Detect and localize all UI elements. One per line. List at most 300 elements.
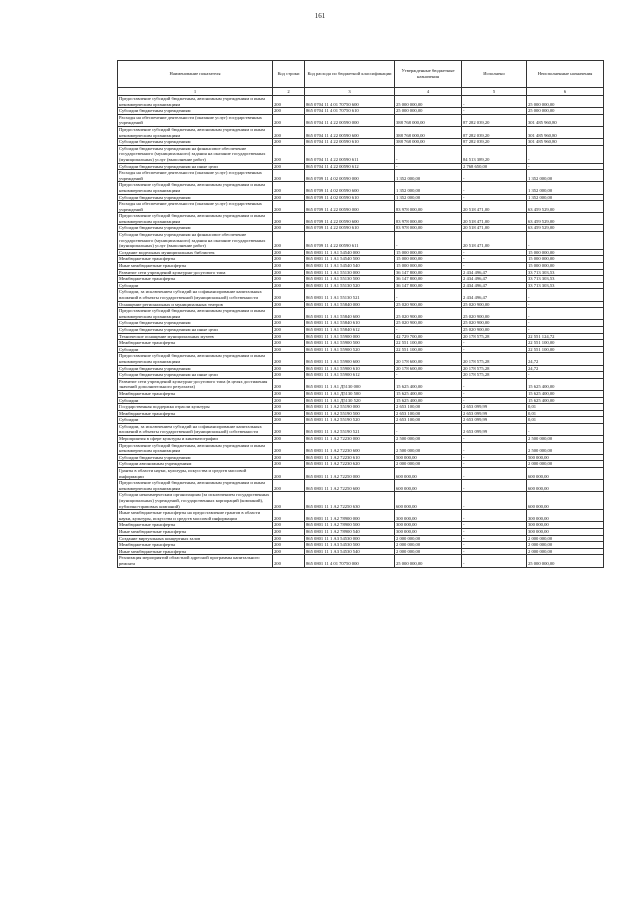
line-code-cell: 200 [273, 436, 305, 443]
table-row [118, 417, 604, 424]
unexecuted-amount-cell: 2 500 000,00 [527, 436, 604, 443]
approved-amount-cell: 2 500 000,00 [395, 436, 462, 443]
executed-amount-cell: - [462, 535, 527, 542]
approved-amount-cell: - [395, 163, 462, 170]
budget-code-cell: 865 0801 11 1 А1 55840 600 [305, 308, 395, 320]
executed-amount-cell: 20 518 471,00 [462, 213, 527, 225]
approved-amount-cell: 300 000,00 [395, 522, 462, 529]
budget-code-cell: 865 0801 11 1 А1 55130 500 [305, 276, 395, 283]
unexecuted-amount-cell: 25 000 000,00 [527, 96, 604, 108]
indicator-name-cell: Иные межбюджетные трансферты [118, 528, 273, 535]
line-code-cell: 200 [273, 410, 305, 417]
unexecuted-amount-cell: 300 000,00 [527, 522, 604, 529]
line-code-cell: 200 [273, 126, 305, 138]
line-code-cell: 200 [273, 232, 305, 250]
unexecuted-amount-cell: 2 000 000,00 [527, 535, 604, 542]
executed-amount-cell: 20 178 575,28 [462, 372, 527, 379]
executed-amount-cell: 25 020 900,00 [462, 301, 527, 308]
budget-code-cell: 865 0801 11 1 А1 55900 600 [305, 353, 395, 365]
approved-amount-cell: 388 768 000,00 [395, 126, 462, 138]
indicator-name-cell: Предоставление субсидий бюджетным, автономным учреждениям и иным некоммерческим организациям [118, 182, 273, 194]
executed-amount-cell: 2 653 099,99 [462, 417, 527, 424]
budget-code-cell: 865 0704 11 4 01 70750 600 [305, 96, 395, 108]
table-row [118, 326, 604, 333]
executed-amount-cell: - [462, 542, 527, 549]
indicator-name-cell: Субсидии [118, 397, 273, 404]
indicator-name-cell: Предоставление субсидий бюджетным, автономным учреждениям и иным некоммерческим организациям [118, 126, 273, 138]
line-code-cell: 200 [273, 170, 305, 182]
approved-amount-cell: 20 178 600,00 [395, 365, 462, 372]
unexecuted-amount-cell: 15 000 000,00 [527, 249, 604, 256]
approved-amount-cell: 22 551 100,00 [395, 340, 462, 347]
approved-amount-cell: 36 147 800,00 [395, 269, 462, 276]
line-code-cell: 200 [273, 249, 305, 256]
approved-amount-cell: 42 729 700,00 [395, 333, 462, 340]
indicator-name-cell: Предоставление субсидий бюджетным, автономным учреждениям и иным некоммерческим организациям [118, 96, 273, 108]
indicator-name-cell: Предоставление субсидий бюджетным, автономным учреждениям и иным некоммерческим организациям [118, 353, 273, 365]
indicator-name-cell: Предоставление субсидий бюджетным, автономным учреждениям и иным некоммерческим организациям [118, 480, 273, 492]
executed-amount-cell: 2 653 099,99 [462, 404, 527, 411]
table-row [118, 256, 604, 263]
budget-code-cell: 865 0704 11 4 01 70750 610 [305, 108, 395, 115]
executed-amount-cell: 2 434 496,47 [462, 282, 527, 289]
approved-amount-cell: 15 000 000,00 [395, 249, 462, 256]
budget-code-cell: 865 0704 11 4 22 00590 612 [305, 163, 395, 170]
table-row [118, 542, 604, 549]
approved-amount-cell: 25 020 900,00 [395, 308, 462, 320]
executed-amount-cell: 25 020 900,00 [462, 326, 527, 333]
unexecuted-amount-cell: 600 000,00 [527, 492, 604, 510]
unexecuted-amount-cell: 15 000 000,00 [527, 256, 604, 263]
line-code-cell: 200 [273, 423, 305, 435]
budget-code-cell: 865 0801 11 1 А2 78900 540 [305, 528, 395, 535]
column-number: 6 [527, 88, 604, 96]
line-code-cell: 200 [273, 263, 305, 270]
budget-code-cell: 865 0709 11 4 02 00590 600 [305, 182, 395, 194]
indicator-name-cell: Межбюджетные трансферты [118, 340, 273, 347]
unexecuted-amount-cell: 15 625 400,00 [527, 390, 604, 397]
executed-amount-cell: - [462, 468, 527, 480]
indicator-name-cell: Создание виртуальных концертных залов [118, 535, 273, 542]
header-line-code: Код строки [273, 61, 305, 88]
approved-amount-cell: 388 768 000,00 [395, 114, 462, 126]
unexecuted-amount-cell: - [527, 423, 604, 435]
approved-amount-cell: 25 000 000,00 [395, 555, 462, 567]
unexecuted-amount-cell: 2 000 000,00 [527, 548, 604, 555]
budget-code-cell: 865 0704 11 4 22 00590 600 [305, 126, 395, 138]
executed-amount-cell: - [462, 170, 527, 182]
budget-code-cell: 865 0801 11 1 А2 72230 610 [305, 454, 395, 461]
executed-amount-cell: 87 282 039,20 [462, 139, 527, 146]
line-code-cell: 200 [273, 269, 305, 276]
indicator-name-cell: Гранты в области науки, культуры, искусства и средств массовой информации [118, 468, 273, 480]
indicator-name-cell: Предоставление субсидий бюджетным, автономным учреждениям и иным некоммерческим организациям [118, 442, 273, 454]
column-number: 3 [305, 88, 395, 96]
approved-amount-cell: 25 020 900,00 [395, 320, 462, 327]
table-row [118, 232, 604, 250]
approved-amount-cell: 1 352 000,00 [395, 182, 462, 194]
indicator-name-cell: Субсидии бюджетным учреждениям [118, 139, 273, 146]
table-row [118, 372, 604, 379]
budget-code-cell: 865 0801 11 1 А3 54530 540 [305, 548, 395, 555]
budget-code-cell: 865 0801 11 1 А2 72250 600 [305, 480, 395, 492]
executed-amount-cell: 2 768 650,00 [462, 163, 527, 170]
budget-code-cell: 865 0801 11 1 А2 72230 620 [305, 461, 395, 468]
line-code-cell: 200 [273, 353, 305, 365]
header-executed: Исполнено [462, 61, 527, 88]
table-row [118, 404, 604, 411]
line-code-cell: 200 [273, 510, 305, 522]
budget-code-cell: 865 0801 11 1 А1 55900 612 [305, 372, 395, 379]
budget-code-cell: 865 0801 11 1 А3 54530 500 [305, 542, 395, 549]
line-code-cell: 200 [273, 308, 305, 320]
line-code-cell: 200 [273, 365, 305, 372]
approved-amount-cell: 600 000,00 [395, 492, 462, 510]
table-row [118, 249, 604, 256]
unexecuted-amount-cell: 301 485 960,80 [527, 126, 604, 138]
unexecuted-amount-cell: - [527, 308, 604, 320]
budget-code-cell: 865 0801 11 1 А1 55900 520 [305, 346, 395, 353]
table-row [118, 397, 604, 404]
executed-amount-cell: - [462, 454, 527, 461]
unexecuted-amount-cell: - [527, 232, 604, 250]
line-code-cell: 200 [273, 139, 305, 146]
table-row [118, 423, 604, 435]
line-code-cell: 200 [273, 256, 305, 263]
budget-code-cell: 865 0704 11 4 22 00590 611 [305, 145, 395, 163]
unexecuted-amount-cell: 1 352 000,00 [527, 170, 604, 182]
line-code-cell: 200 [273, 326, 305, 333]
table-row [118, 108, 604, 115]
approved-amount-cell: - [395, 326, 462, 333]
line-code-cell: 200 [273, 461, 305, 468]
approved-amount-cell: 20 178 600,00 [395, 353, 462, 365]
line-code-cell: 200 [273, 225, 305, 232]
table-row [118, 353, 604, 365]
executed-amount-cell: - [462, 555, 527, 567]
unexecuted-amount-cell: 2 500 000,00 [527, 442, 604, 454]
line-code-cell: 200 [273, 528, 305, 535]
unexecuted-amount-cell: 24,72 [527, 365, 604, 372]
approved-amount-cell: 2 500 000,00 [395, 442, 462, 454]
unexecuted-amount-cell: - [527, 320, 604, 327]
approved-amount-cell: - [395, 423, 462, 435]
approved-amount-cell: 25 000 000,00 [395, 96, 462, 108]
table-row [118, 276, 604, 283]
table-row [118, 126, 604, 138]
line-code-cell: 200 [273, 333, 305, 340]
table-row [118, 333, 604, 340]
line-code-cell: 200 [273, 442, 305, 454]
table-row [118, 390, 604, 397]
unexecuted-amount-cell: 0,01 [527, 410, 604, 417]
line-code-cell: 200 [273, 163, 305, 170]
approved-amount-cell: 83 978 000,00 [395, 225, 462, 232]
budget-code-cell: 865 0801 11 1 А2 55190 000 [305, 404, 395, 411]
executed-amount-cell: - [462, 397, 527, 404]
indicator-name-cell: Субсидии бюджетным учреждениям на финансовое обеспечение государственного (муниципального) задания на оказание государственных (муниципальных) услуг (выполнение работ) [118, 145, 273, 163]
unexecuted-amount-cell: 33 713 303,53 [527, 282, 604, 289]
indicator-name-cell: Межбюджетные трансферты [118, 410, 273, 417]
indicator-name-cell: Иные межбюджетные трансферты [118, 263, 273, 270]
budget-code-cell: 865 0801 11 1 А1 55840 610 [305, 320, 395, 327]
executed-amount-cell: - [462, 182, 527, 194]
budget-code-cell: 865 0801 11 1 А1 55900 610 [305, 365, 395, 372]
unexecuted-amount-cell: 300 000,00 [527, 510, 604, 522]
table-row [118, 225, 604, 232]
executed-amount-cell: 20 518 471,00 [462, 232, 527, 250]
line-code-cell: 200 [273, 145, 305, 163]
unexecuted-amount-cell: 1 352 000,00 [527, 182, 604, 194]
approved-amount-cell: 1 352 000,00 [395, 194, 462, 201]
table-row [118, 410, 604, 417]
approved-amount-cell: 600 000,00 [395, 468, 462, 480]
budget-code-cell: 865 0801 11 1 А1 54540 540 [305, 263, 395, 270]
indicator-name-cell: Оснащение региональных и муниципальных театров [118, 301, 273, 308]
line-code-cell: 200 [273, 346, 305, 353]
unexecuted-amount-cell: 15 625 400,00 [527, 378, 604, 390]
unexecuted-amount-cell: - [527, 163, 604, 170]
approved-amount-cell: 15 000 000,00 [395, 256, 462, 263]
approved-amount-cell: - [395, 289, 462, 301]
executed-amount-cell: - [462, 340, 527, 347]
table-row [118, 346, 604, 353]
indicator-name-cell: Субсидии бюджетным учреждениям [118, 365, 273, 372]
table-row [118, 522, 604, 529]
indicator-name-cell: Субсидии [118, 346, 273, 353]
indicator-name-cell: Субсидии автономным учреждениям [118, 461, 273, 468]
table-row [118, 170, 604, 182]
budget-code-cell: 865 0704 11 4 22 00590 610 [305, 139, 395, 146]
executed-amount-cell: 20 178 575,28 [462, 365, 527, 372]
approved-amount-cell: 300 000,00 [395, 510, 462, 522]
line-code-cell: 200 [273, 548, 305, 555]
table-row [118, 139, 604, 146]
line-code-cell: 200 [273, 378, 305, 390]
line-code-cell: 200 [273, 372, 305, 379]
table-row [118, 263, 604, 270]
executed-amount-cell: 20 178 575,28 [462, 353, 527, 365]
budget-code-cell: 865 0801 11 1 А1 55900 000 [305, 333, 395, 340]
approved-amount-cell: 15 625 400,00 [395, 397, 462, 404]
table-row [118, 282, 604, 289]
line-code-cell: 200 [273, 480, 305, 492]
executed-amount-cell: - [462, 378, 527, 390]
unexecuted-amount-cell: 33 713 303,53 [527, 269, 604, 276]
budget-code-cell: 865 0709 11 4 02 00590 610 [305, 194, 395, 201]
budget-code-cell: 865 0801 11 1 А1 55130 000 [305, 269, 395, 276]
table-row [118, 461, 604, 468]
line-code-cell: 200 [273, 492, 305, 510]
executed-amount-cell: - [462, 249, 527, 256]
table-row [118, 289, 604, 301]
line-code-cell: 200 [273, 276, 305, 283]
budget-code-cell: 865 0801 11 1 А1 Д5130 000 [305, 378, 395, 390]
indicator-name-cell: Субсидии, за исключением субсидий на софинансирование капитальных вложений в объекты государственной (муниципальной) собственности [118, 289, 273, 301]
executed-amount-cell: - [462, 346, 527, 353]
approved-amount-cell: 25 000 000,00 [395, 108, 462, 115]
executed-amount-cell: 20 518 471,00 [462, 225, 527, 232]
table-row [118, 308, 604, 320]
unexecuted-amount-cell: 63 459 529,00 [527, 225, 604, 232]
indicator-name-cell: Межбюджетные трансферты [118, 390, 273, 397]
budget-code-cell: 865 0801 11 1 А3 54530 000 [305, 535, 395, 542]
executed-amount-cell: - [462, 528, 527, 535]
budget-code-cell: 865 0801 11 1 А2 55190 521 [305, 423, 395, 435]
indicator-name-cell: Субсидии, за исключением субсидий на софинансирование капитальных вложений в объекты государственной (муниципальной) собственности [118, 423, 273, 435]
line-code-cell: 200 [273, 417, 305, 424]
approved-amount-cell: 600 000,00 [395, 480, 462, 492]
executed-amount-cell: 2 434 496,47 [462, 269, 527, 276]
unexecuted-amount-cell: 25 000 000,00 [527, 555, 604, 567]
table-row [118, 194, 604, 201]
approved-amount-cell: 2 653 100,00 [395, 404, 462, 411]
unexecuted-amount-cell: 301 485 960,80 [527, 114, 604, 126]
approved-amount-cell: 2 653 100,00 [395, 417, 462, 424]
header-indicator-name: Наименование показателя [118, 61, 273, 88]
budget-code-cell: 865 0801 11 1 А2 78900 000 [305, 510, 395, 522]
table-row [118, 213, 604, 225]
table-row [118, 480, 604, 492]
table-row [118, 320, 604, 327]
approved-amount-cell: 36 147 800,00 [395, 282, 462, 289]
unexecuted-amount-cell: 15 625 400,00 [527, 397, 604, 404]
unexecuted-amount-cell: 1 352 000,00 [527, 194, 604, 201]
executed-amount-cell: - [462, 522, 527, 529]
table-row [118, 365, 604, 372]
budget-code-cell: 865 0801 11 1 А1 55840 612 [305, 326, 395, 333]
indicator-name-cell: Создание модельных муниципальных библиотек [118, 249, 273, 256]
table-row [118, 454, 604, 461]
budget-execution-table [117, 60, 604, 568]
budget-code-cell: 865 0801 11 1 А2 72250 630 [305, 492, 395, 510]
unexecuted-amount-cell: 24,72 [527, 353, 604, 365]
header-unexecuted: Неисполненные назначения [527, 61, 604, 88]
table-row [118, 96, 604, 108]
executed-amount-cell: 87 282 039,20 [462, 126, 527, 138]
line-code-cell: 200 [273, 535, 305, 542]
line-code-cell: 200 [273, 301, 305, 308]
approved-amount-cell: 83 978 000,00 [395, 213, 462, 225]
column-number: 5 [462, 88, 527, 96]
column-number: 2 [273, 88, 305, 96]
indicator-name-cell: Иные межбюджетные трансферты на предоставление грантов в области науки, культуры, искусства и средств массовой информации [118, 510, 273, 522]
indicator-name-cell: Развитие сети учреждений культурно-досугового типа (в целях достижения значений дополнительного результата) [118, 378, 273, 390]
approved-amount-cell: 22 551 100,00 [395, 346, 462, 353]
indicator-name-cell: Субсидии [118, 417, 273, 424]
indicator-name-cell: Мероприятия в сфере культуры и кинематографии [118, 436, 273, 443]
budget-code-cell: 865 0801 11 1 А1 54540 500 [305, 256, 395, 263]
line-code-cell: 200 [273, 108, 305, 115]
indicator-name-cell: Государственная поддержка отрасли культуры [118, 404, 273, 411]
unexecuted-amount-cell: 63 459 529,00 [527, 201, 604, 213]
line-code-cell: 200 [273, 542, 305, 549]
budget-code-cell: 865 0709 11 4 22 00590 000 [305, 201, 395, 213]
budget-code-cell: 865 0801 11 1 А2 55190 500 [305, 410, 395, 417]
indicator-name-cell: Субсидии бюджетным учреждениям [118, 225, 273, 232]
unexecuted-amount-cell: 25 000 000,00 [527, 108, 604, 115]
approved-amount-cell: - [395, 232, 462, 250]
budget-code-cell: 865 0709 11 4 22 00590 600 [305, 213, 395, 225]
indicator-name-cell: Субсидии бюджетным учреждениям на иные цели [118, 326, 273, 333]
line-code-cell: 200 [273, 397, 305, 404]
line-code-cell: 200 [273, 194, 305, 201]
unexecuted-amount-cell: 22 551 124,72 [527, 333, 604, 340]
unexecuted-amount-cell: - [527, 372, 604, 379]
header-row [118, 61, 604, 88]
budget-code-cell: 865 0801 11 1 А1 Д5130 500 [305, 390, 395, 397]
executed-amount-cell: - [462, 390, 527, 397]
indicator-name-cell: Субсидии бюджетным учреждениям [118, 194, 273, 201]
unexecuted-amount-cell: - [527, 301, 604, 308]
indicator-name-cell: Расходы на обеспечение деятельности (оказание услуг) государственных учреждений [118, 201, 273, 213]
executed-amount-cell: 20 518 471,00 [462, 201, 527, 213]
table-row [118, 201, 604, 213]
line-code-cell: 200 [273, 522, 305, 529]
budget-code-cell: 865 0801 11 1 А2 72230 000 [305, 436, 395, 443]
budget-code-cell: 865 0709 11 4 22 00590 611 [305, 232, 395, 250]
column-number: 4 [395, 88, 462, 96]
table-row [118, 535, 604, 542]
table-row [118, 528, 604, 535]
indicator-name-cell: Иные межбюджетные трансферты [118, 548, 273, 555]
budget-code-cell: 865 0801 11 1 А1 55130 520 [305, 282, 395, 289]
approved-amount-cell: 2 000 000,00 [395, 548, 462, 555]
table-row [118, 436, 604, 443]
executed-amount-cell: 2 653 099,99 [462, 423, 527, 435]
unexecuted-amount-cell: 0,01 [527, 404, 604, 411]
line-code-cell: 200 [273, 404, 305, 411]
budget-code-cell: 865 0801 11 1 А2 72250 000 [305, 468, 395, 480]
unexecuted-amount-cell: 300 000,00 [527, 528, 604, 535]
indicator-name-cell: Межбюджетные трансферты [118, 542, 273, 549]
approved-amount-cell: 25 020 900,00 [395, 301, 462, 308]
approved-amount-cell: 2 000 000,00 [395, 535, 462, 542]
unexecuted-amount-cell: - [527, 326, 604, 333]
indicator-name-cell: Предоставление субсидий бюджетным, автономным учреждениям и иным некоммерческим организациям [118, 308, 273, 320]
budget-code-cell: 865 0709 11 4 22 00590 610 [305, 225, 395, 232]
indicator-name-cell: Предоставление субсидий бюджетным, автономным учреждениям и иным некоммерческим организациям [118, 213, 273, 225]
unexecuted-amount-cell: 22 551 100,00 [527, 346, 604, 353]
indicator-name-cell: Межбюджетные трансферты [118, 276, 273, 283]
indicator-name-cell: Развитие сети учреждений культурно-досугового типа [118, 269, 273, 276]
unexecuted-amount-cell: 22 551 100,00 [527, 340, 604, 347]
line-code-cell: 200 [273, 468, 305, 480]
executed-amount-cell: 25 020 900,00 [462, 308, 527, 320]
executed-amount-cell: - [462, 442, 527, 454]
indicator-name-cell: Реализация мероприятий областной адресной программы капитального ремонта [118, 555, 273, 567]
line-code-cell: 200 [273, 454, 305, 461]
executed-amount-cell: 2 653 099,99 [462, 410, 527, 417]
indicator-name-cell: Техническое оснащение муниципальных музеев [118, 333, 273, 340]
budget-code-cell: 865 0801 11 1 А1 54540 000 [305, 249, 395, 256]
table-row [118, 548, 604, 555]
approved-amount-cell: 300 000,00 [395, 528, 462, 535]
line-code-cell: 200 [273, 555, 305, 567]
table-row [118, 114, 604, 126]
table-row [118, 378, 604, 390]
unexecuted-amount-cell: 2 000 000,00 [527, 542, 604, 549]
approved-amount-cell: 83 978 000,00 [395, 201, 462, 213]
line-code-cell: 200 [273, 201, 305, 213]
executed-amount-cell: - [462, 96, 527, 108]
column-number-row [118, 88, 604, 96]
line-code-cell: 200 [273, 96, 305, 108]
column-number: 1 [118, 88, 273, 96]
approved-amount-cell: 388 768 000,00 [395, 139, 462, 146]
budget-code-cell: 865 0801 11 1 А2 55190 520 [305, 417, 395, 424]
line-code-cell: 200 [273, 289, 305, 301]
